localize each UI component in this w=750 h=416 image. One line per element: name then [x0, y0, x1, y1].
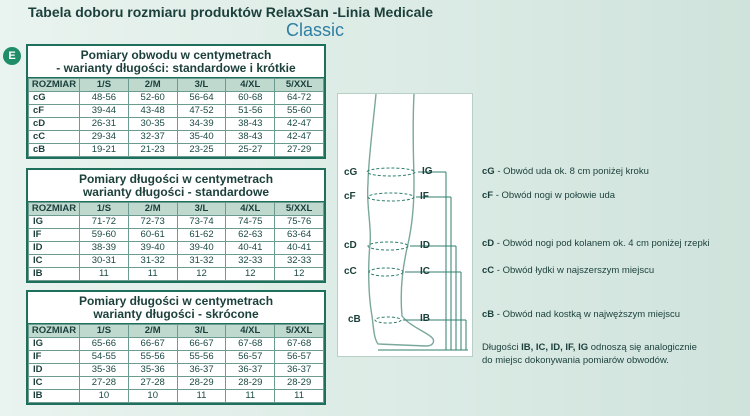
column-header: ROZMIAR [29, 79, 80, 92]
table-cell: 23-25 [177, 144, 226, 157]
legend-item-cb [482, 309, 680, 320]
table-cell: 38-43 [226, 118, 275, 131]
table-cell: 73-74 [177, 216, 226, 229]
column-header: 4/XL [226, 325, 275, 338]
row-label: IG [29, 216, 80, 229]
table-cell: 12 [226, 268, 275, 281]
diagram-label-id: ID [420, 240, 430, 251]
table-cell: 32-37 [128, 131, 177, 144]
column-header: 3/L [177, 79, 226, 92]
table-cell: 27-29 [275, 144, 324, 157]
legend-code: cC [482, 265, 495, 276]
table-cell: 42-47 [275, 131, 324, 144]
row-label: ID [29, 364, 80, 377]
table-cell: 55-56 [128, 351, 177, 364]
table-cell: 56-64 [177, 92, 226, 105]
table-cell: 35-36 [80, 364, 129, 377]
row-label: IC [29, 377, 80, 390]
diagram-label-cg: cG [344, 167, 358, 178]
note-suffix: odnoszą się analogicznie [588, 342, 697, 353]
table-cell: 38-39 [80, 242, 129, 255]
table-row [29, 131, 324, 144]
row-label: IB [29, 390, 80, 403]
column-header: 5/XXL [275, 79, 324, 92]
table-cell: 66-67 [128, 338, 177, 351]
length-standard-table-heading [28, 170, 324, 202]
length-standard-table [28, 202, 324, 281]
legend-code: cG [482, 166, 495, 177]
diagram-label-ib: IB [420, 313, 430, 324]
table-cell: 55-60 [275, 105, 324, 118]
table-cell: 64-72 [275, 92, 324, 105]
table-row [29, 351, 324, 364]
length-standard-table-block [26, 168, 326, 283]
table-row [29, 377, 324, 390]
table-cell: 21-23 [128, 144, 177, 157]
table-cell: 35-36 [128, 364, 177, 377]
table-cell: 38-43 [226, 131, 275, 144]
table-cell: 48-56 [80, 92, 129, 105]
length-short-table-block [26, 290, 326, 405]
table-cell: 62-63 [226, 229, 275, 242]
legend-text: - Obwód nogi w połowie uda [493, 190, 616, 201]
column-header: 3/L [177, 325, 226, 338]
diagram-label-if: IF [420, 191, 429, 202]
table-cell: 35-40 [177, 131, 226, 144]
table-cell: 30-31 [80, 255, 129, 268]
column-header: 4/XL [226, 203, 275, 216]
note-prefix: Długości [482, 342, 522, 353]
circumference-table [28, 78, 324, 157]
table-cell: 11 [177, 390, 226, 403]
table-cell: 66-67 [177, 338, 226, 351]
table-cell: 67-68 [275, 338, 324, 351]
column-header: 2/M [128, 79, 177, 92]
column-header: 1/S [80, 79, 129, 92]
diagram-label-cd: cD [344, 240, 357, 251]
table-cell: 39-40 [177, 242, 226, 255]
table-cell: 11 [128, 268, 177, 281]
length-short-heading-line2: warianty długości - skrócone [93, 307, 259, 321]
table-cell: 40-41 [275, 242, 324, 255]
column-header: 4/XL [226, 79, 275, 92]
table-cell: 43-48 [128, 105, 177, 118]
table-cell: 11 [226, 390, 275, 403]
table-row [29, 338, 324, 351]
legend-text: - Obwód nogi pod kolanem ok. 4 cm poniżej rzepki [494, 238, 710, 249]
circumference-table-block [26, 44, 326, 159]
row-label: IF [29, 351, 80, 364]
length-short-table-heading [28, 292, 324, 324]
table-cell: 63-64 [275, 229, 324, 242]
table-cell: 31-32 [128, 255, 177, 268]
row-label: IG [29, 338, 80, 351]
length-short-heading-line1: Pomiary długości w centymetrach [78, 294, 274, 308]
table-cell: 12 [275, 268, 324, 281]
table-cell: 25-27 [226, 144, 275, 157]
column-header: 5/XXL [275, 325, 324, 338]
table-header-row [29, 203, 324, 216]
table-cell: 28-29 [226, 377, 275, 390]
length-note [482, 341, 697, 367]
table-cell: 31-32 [177, 255, 226, 268]
row-label: cB [29, 144, 80, 157]
table-cell: 36-37 [226, 364, 275, 377]
table-cell: 59-60 [80, 229, 129, 242]
diagram-label-ig: IG [422, 166, 433, 177]
legend-code: cB [482, 309, 495, 320]
legend-code: cD [482, 238, 495, 249]
table-cell: 11 [80, 268, 129, 281]
table-cell: 27-28 [128, 377, 177, 390]
column-header: 5/XXL [275, 203, 324, 216]
legend-item-cd [482, 238, 710, 249]
diagram-label-cc: cC [344, 266, 357, 277]
legend-text: - Obwód uda ok. 8 cm poniżej kroku [494, 166, 649, 177]
table-cell: 26-31 [80, 118, 129, 131]
table-cell: 56-57 [275, 351, 324, 364]
column-header: 3/L [177, 203, 226, 216]
table-cell: 61-62 [177, 229, 226, 242]
table-cell: 11 [275, 390, 324, 403]
circumference-heading-line1: Pomiary obwodu w centymetrach [80, 48, 272, 62]
table-cell: 27-28 [80, 377, 129, 390]
legend-item-cg [482, 166, 649, 177]
table-row [29, 255, 324, 268]
table-cell: 34-39 [177, 118, 226, 131]
table-row [29, 144, 324, 157]
legend-item-cc [482, 265, 654, 276]
table-cell: 74-75 [226, 216, 275, 229]
table-cell: 54-55 [80, 351, 129, 364]
legend-item-cf [482, 190, 615, 201]
table-cell: 52-60 [128, 92, 177, 105]
note-line-2: do miejsc dokonywania pomiarów obwodów. [482, 355, 669, 366]
table-cell: 67-68 [226, 338, 275, 351]
table-row [29, 118, 324, 131]
diagram-label-ic: IC [420, 266, 430, 277]
row-label: IC [29, 255, 80, 268]
table-row [29, 216, 324, 229]
row-label: cD [29, 118, 80, 131]
table-row [29, 242, 324, 255]
table-cell: 75-76 [275, 216, 324, 229]
table-cell: 51-56 [226, 105, 275, 118]
circumference-table-heading [28, 46, 324, 78]
table-cell: 47-52 [177, 105, 226, 118]
legend-text: - Obwód łydki w najszerszym miejscu [494, 265, 655, 276]
page-title: Tabela doboru rozmiaru produktów RelaxSan -Linia Medicale [28, 4, 434, 20]
table-cell: 28-29 [177, 377, 226, 390]
legend-code: cF [482, 190, 494, 201]
note-codes: IB, IC, ID, IF, IG [521, 342, 589, 353]
column-header: 1/S [80, 203, 129, 216]
table-cell: 71-72 [80, 216, 129, 229]
table-cell: 32-33 [275, 255, 324, 268]
table-row [29, 92, 324, 105]
table-cell: 36-37 [275, 364, 324, 377]
row-label: cC [29, 131, 80, 144]
table-row [29, 105, 324, 118]
row-label: IB [29, 268, 80, 281]
table-cell: 10 [80, 390, 129, 403]
table-cell: 29-34 [80, 131, 129, 144]
table-cell: 39-44 [80, 105, 129, 118]
table-cell: 10 [128, 390, 177, 403]
table-cell: 72-73 [128, 216, 177, 229]
table-cell: 55-56 [177, 351, 226, 364]
product-line-subtitle: Classic [286, 20, 345, 40]
section-badge: E [3, 47, 21, 65]
legend-text: - Obwód nad kostką w najwęższym miejscu [494, 309, 680, 320]
table-cell: 19-21 [80, 144, 129, 157]
table-row [29, 364, 324, 377]
length-standard-heading-line1: Pomiary długości w centymetrach [78, 172, 274, 186]
table-row [29, 390, 324, 403]
length-standard-heading-line2: warianty długości - standardowe [82, 185, 270, 199]
table-cell: 12 [177, 268, 226, 281]
table-cell: 60-61 [128, 229, 177, 242]
column-header: 2/M [128, 203, 177, 216]
table-header-row [29, 79, 324, 92]
table-cell: 40-41 [226, 242, 275, 255]
leg-diagram [337, 93, 473, 357]
table-cell: 39-40 [128, 242, 177, 255]
table-row [29, 229, 324, 242]
circumference-heading-line2: - warianty długości: standardowe i krótkie [56, 61, 296, 75]
row-label: cG [29, 92, 80, 105]
table-row [29, 268, 324, 281]
table-cell: 60-68 [226, 92, 275, 105]
column-header: 1/S [80, 325, 129, 338]
table-cell: 32-33 [226, 255, 275, 268]
table-header-row [29, 325, 324, 338]
table-cell: 30-35 [128, 118, 177, 131]
row-label: ID [29, 242, 80, 255]
note-line-1 [482, 341, 697, 354]
row-label: IF [29, 229, 80, 242]
length-short-table [28, 324, 324, 403]
row-label: cF [29, 105, 80, 118]
diagram-label-cb: cB [348, 314, 361, 325]
column-header: ROZMIAR [29, 325, 80, 338]
table-cell: 65-66 [80, 338, 129, 351]
table-cell: 36-37 [177, 364, 226, 377]
table-cell: 42-47 [275, 118, 324, 131]
table-cell: 28-29 [275, 377, 324, 390]
column-header: ROZMIAR [29, 203, 80, 216]
column-header: 2/M [128, 325, 177, 338]
diagram-label-cf: cF [344, 191, 356, 202]
table-cell: 56-57 [226, 351, 275, 364]
